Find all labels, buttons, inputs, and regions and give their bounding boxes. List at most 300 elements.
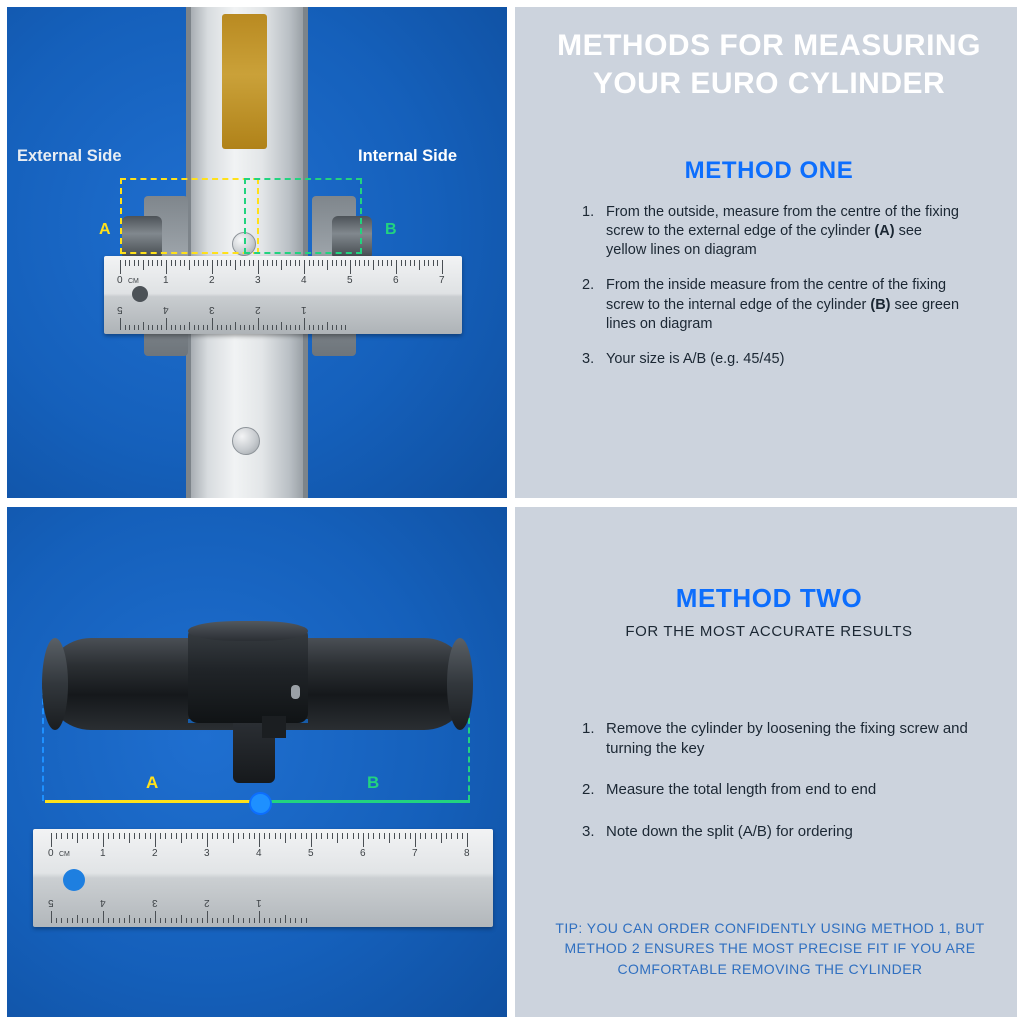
ruler-number: 2 bbox=[209, 275, 215, 286]
ruler-tick bbox=[446, 833, 447, 839]
thumbturn-knob-top bbox=[188, 621, 308, 641]
ruler-tick bbox=[181, 833, 182, 843]
ruler-tick bbox=[157, 260, 158, 266]
ruler-tick bbox=[373, 260, 374, 270]
ruler-number-reverse: 4 bbox=[163, 304, 169, 315]
ruler-tick bbox=[198, 325, 199, 330]
ruler-tick bbox=[235, 260, 236, 270]
ruler-number: 8 bbox=[464, 848, 470, 859]
ruler-number: 4 bbox=[301, 275, 307, 286]
ruler-tick bbox=[264, 833, 265, 839]
ruler-tick bbox=[254, 918, 255, 923]
ruler-tick bbox=[384, 833, 385, 839]
ruler-tick bbox=[462, 833, 463, 839]
ruler-tick bbox=[368, 833, 369, 839]
ruler-tick bbox=[67, 833, 68, 839]
step-number: 3. bbox=[582, 822, 595, 840]
ruler-tick bbox=[171, 833, 172, 839]
page-title: METHODS FOR MEASURING YOUR EURO CYLINDER bbox=[557, 29, 981, 101]
ruler-tick bbox=[306, 918, 307, 923]
ruler-tick bbox=[228, 833, 229, 839]
ruler-tick bbox=[240, 260, 241, 266]
ruler-tick bbox=[155, 833, 156, 847]
ruler-tick bbox=[191, 918, 192, 923]
method-two-heading: METHOD TWO bbox=[675, 583, 863, 613]
ruler-tick bbox=[184, 260, 185, 266]
ruler-tick bbox=[61, 918, 62, 923]
border-left bbox=[0, 0, 7, 1024]
ruler-tick bbox=[113, 918, 114, 923]
ruler-tick bbox=[171, 260, 172, 266]
ruler-tick bbox=[207, 260, 208, 266]
ruler-tick bbox=[405, 260, 406, 266]
lower-fixing-screw bbox=[232, 427, 260, 455]
ruler-tick bbox=[82, 918, 83, 923]
knob-indicator-dot bbox=[291, 685, 300, 699]
ruler-tick bbox=[332, 325, 333, 330]
ruler-tick bbox=[253, 325, 254, 330]
ruler-number-reverse: 1 bbox=[301, 304, 307, 315]
ruler-number: 5 bbox=[308, 848, 314, 859]
ruler-tick bbox=[318, 260, 319, 266]
ruler-tick bbox=[353, 833, 354, 839]
ruler-tick bbox=[272, 260, 273, 266]
ruler-tick bbox=[212, 318, 213, 330]
ruler-tick bbox=[309, 260, 310, 266]
ruler-tick bbox=[264, 918, 265, 923]
ruler-tick bbox=[240, 325, 241, 330]
ruler-tick bbox=[290, 833, 291, 839]
ruler-tick bbox=[259, 911, 260, 923]
ruler-tick bbox=[145, 833, 146, 839]
list-item bbox=[582, 719, 974, 758]
ruler-tick bbox=[138, 260, 139, 266]
ruler-tick bbox=[212, 833, 213, 839]
ruler-tick bbox=[186, 833, 187, 839]
ruler-tick bbox=[299, 260, 300, 266]
ruler-tick bbox=[311, 833, 312, 847]
ruler-number: 0 bbox=[48, 848, 54, 859]
ruler-tick bbox=[336, 260, 337, 266]
ruler-tick bbox=[394, 833, 395, 839]
ruler-tick bbox=[233, 833, 234, 843]
ruler-tick bbox=[103, 833, 104, 847]
ruler-tick bbox=[275, 918, 276, 923]
border-right bbox=[1017, 0, 1024, 1024]
ruler-tick bbox=[358, 833, 359, 839]
ruler-tick bbox=[189, 322, 190, 330]
ruler-tick bbox=[166, 318, 167, 330]
list-item bbox=[582, 350, 962, 369]
ruler-tick bbox=[295, 325, 296, 330]
ruler-tick bbox=[189, 260, 190, 270]
ruler-tick bbox=[243, 833, 244, 839]
ruler-tick bbox=[207, 911, 208, 923]
ruler-tick bbox=[309, 325, 310, 330]
ruler-tick bbox=[420, 833, 421, 839]
ruler-tick bbox=[175, 260, 176, 266]
list-item bbox=[582, 780, 974, 800]
ruler-tick bbox=[186, 918, 187, 923]
ruler-tick bbox=[145, 918, 146, 923]
ruler-number-reverse: 4 bbox=[100, 897, 106, 908]
ruler-number: 7 bbox=[439, 275, 445, 286]
ruler-tick bbox=[368, 260, 369, 266]
ruler-tick bbox=[233, 915, 234, 923]
ruler-number: 1 bbox=[100, 848, 106, 859]
ruler-tick bbox=[113, 833, 114, 839]
centre-point-marker bbox=[249, 792, 272, 815]
ruler-tick bbox=[345, 325, 346, 330]
ruler-tick bbox=[301, 918, 302, 923]
ruler-tick bbox=[129, 833, 130, 843]
ruler-tick bbox=[299, 325, 300, 330]
step-number: 2. bbox=[582, 781, 595, 798]
method-one-heading: METHOD ONE bbox=[684, 157, 854, 184]
ruler-tick bbox=[165, 918, 166, 923]
method-two-steps bbox=[582, 719, 974, 863]
ruler-tick bbox=[379, 833, 380, 839]
ruler-tick bbox=[322, 325, 323, 330]
ruler-tick bbox=[399, 833, 400, 839]
ruler-tick bbox=[306, 833, 307, 839]
ruler-tick bbox=[217, 833, 218, 839]
ruler-tick bbox=[410, 833, 411, 839]
ruler-tick bbox=[223, 833, 224, 839]
ruler-tick bbox=[290, 260, 291, 266]
ruler-tick bbox=[120, 260, 121, 274]
ruler-number-reverse: 2 bbox=[204, 897, 210, 908]
ruler-tick bbox=[139, 918, 140, 923]
ruler-number: 0 bbox=[117, 275, 123, 286]
ruler-tick bbox=[313, 325, 314, 330]
ruler-tick bbox=[161, 260, 162, 266]
ruler-tick bbox=[56, 833, 57, 839]
ruler-tick bbox=[226, 325, 227, 330]
ruler-tick bbox=[119, 918, 120, 923]
ruler-tick bbox=[363, 833, 364, 847]
ruler-number-reverse: 1 bbox=[256, 897, 262, 908]
ruler-tick bbox=[341, 260, 342, 266]
ruler-tick bbox=[207, 325, 208, 330]
ruler-tick bbox=[98, 918, 99, 923]
ruler-tick bbox=[51, 833, 52, 847]
ruler-tick bbox=[184, 325, 185, 330]
ruler-tick bbox=[424, 260, 425, 266]
ruler-tick bbox=[276, 325, 277, 330]
ruler-tick bbox=[143, 322, 144, 330]
ruler-tick bbox=[134, 918, 135, 923]
ruler-tick bbox=[295, 918, 296, 923]
ruler-tick bbox=[87, 918, 88, 923]
ruler-tick bbox=[56, 918, 57, 923]
ruler-tick bbox=[396, 260, 397, 274]
ruler-tick bbox=[327, 260, 328, 270]
ruler-tick bbox=[194, 260, 195, 266]
ruler-tick bbox=[419, 260, 420, 270]
ruler-tick bbox=[175, 325, 176, 330]
ruler-tick bbox=[166, 260, 167, 274]
divider-horizontal bbox=[0, 498, 1024, 507]
step-text: Remove the cylinder by loosening the fixing screw and turning the key bbox=[606, 720, 968, 757]
ruler-tick bbox=[148, 325, 149, 330]
ruler-tick bbox=[155, 911, 156, 923]
ruler-tick bbox=[378, 260, 379, 266]
ruler-tick bbox=[217, 325, 218, 330]
ruler-tick bbox=[304, 260, 305, 274]
ruler-tick bbox=[238, 833, 239, 839]
ruler-tick bbox=[235, 322, 236, 330]
ruler-tick bbox=[436, 833, 437, 839]
ruler-tick bbox=[198, 260, 199, 266]
ruler-tick bbox=[129, 260, 130, 266]
ruler-tick bbox=[150, 918, 151, 923]
ruler-tick bbox=[152, 325, 153, 330]
ruler-tick bbox=[350, 260, 351, 274]
ruler-tick bbox=[322, 260, 323, 266]
ruler-tick bbox=[244, 325, 245, 330]
ruler-bottom bbox=[33, 829, 493, 927]
ruler-tick bbox=[243, 918, 244, 923]
ruler-tick bbox=[165, 833, 166, 839]
ruler-tick bbox=[263, 260, 264, 266]
ruler-tick bbox=[157, 325, 158, 330]
ruler-tick bbox=[431, 833, 432, 839]
ruler-tick bbox=[160, 918, 161, 923]
ruler-tick bbox=[221, 325, 222, 330]
ruler-tick bbox=[138, 325, 139, 330]
border-top bbox=[0, 0, 1024, 7]
ruler-tick bbox=[249, 918, 250, 923]
ruler-tick bbox=[387, 260, 388, 266]
ruler-tick bbox=[87, 833, 88, 839]
ruler-tick bbox=[129, 915, 130, 923]
ruler-tick bbox=[108, 918, 109, 923]
ruler-tick bbox=[415, 833, 416, 847]
ruler-tick bbox=[82, 833, 83, 839]
cylinder-illustration bbox=[0, 503, 513, 1024]
ruler-tick bbox=[134, 325, 135, 330]
ruler-tick bbox=[148, 260, 149, 266]
ruler-tick bbox=[347, 833, 348, 839]
ruler-number-reverse: 2 bbox=[255, 304, 261, 315]
step-emphasis: (A) bbox=[874, 223, 895, 240]
ruler-tick bbox=[391, 260, 392, 266]
ruler-tick bbox=[221, 260, 222, 266]
step-number: 1. bbox=[582, 204, 595, 220]
ruler-tick bbox=[72, 918, 73, 923]
ruler-number-reverse: 5 bbox=[48, 897, 54, 908]
ruler-tick bbox=[355, 260, 356, 266]
ruler-tick bbox=[139, 833, 140, 839]
ruler-hole bbox=[132, 286, 148, 302]
ruler-tick bbox=[72, 833, 73, 839]
ruler-tick bbox=[441, 833, 442, 843]
ruler-hole bbox=[63, 869, 85, 891]
ruler-tick bbox=[194, 325, 195, 330]
ruler-tick bbox=[272, 325, 273, 330]
divider-vertical bbox=[507, 0, 515, 1024]
ruler-tick bbox=[382, 260, 383, 266]
ruler-tick bbox=[61, 833, 62, 839]
ruler-tick bbox=[103, 911, 104, 923]
ruler-tick bbox=[332, 833, 333, 839]
ruler-tick bbox=[267, 260, 268, 266]
ruler-number-reverse: 3 bbox=[209, 304, 215, 315]
ruler-tick bbox=[336, 325, 337, 330]
ruler-tick bbox=[197, 918, 198, 923]
step-text: From the outside, measure from the centre of the fixing screw to the external edge of the cylinder (A) see yellow lines on diagram bbox=[606, 204, 959, 259]
ruler-number-reverse: 5 bbox=[117, 304, 123, 315]
ruler-number: 4 bbox=[256, 848, 262, 859]
ruler-tick bbox=[359, 260, 360, 266]
ruler-tick bbox=[428, 260, 429, 266]
border-bottom bbox=[0, 1017, 1024, 1024]
ruler-tick bbox=[457, 833, 458, 839]
ruler-tick bbox=[327, 322, 328, 330]
ruler-tick bbox=[197, 833, 198, 839]
ruler-tick bbox=[238, 918, 239, 923]
ruler-tick bbox=[176, 833, 177, 839]
ruler-number: 2 bbox=[152, 848, 158, 859]
ruler-tick bbox=[124, 833, 125, 839]
ruler-tick bbox=[134, 260, 135, 266]
ruler-tick bbox=[108, 833, 109, 839]
ruler-tick bbox=[226, 260, 227, 266]
ruler-tick bbox=[405, 833, 406, 839]
step-text: Note down the split (A/B) for ordering bbox=[606, 822, 853, 840]
ruler-top bbox=[104, 256, 462, 334]
ruler-tick bbox=[203, 325, 204, 330]
measure-box-a bbox=[120, 178, 259, 254]
ruler-tick bbox=[77, 915, 78, 923]
ruler-tick bbox=[327, 833, 328, 839]
ruler-number: 1 bbox=[163, 275, 169, 286]
measure-label-a-bottom: A bbox=[146, 773, 159, 792]
ruler-number: 6 bbox=[393, 275, 399, 286]
ruler-tick bbox=[467, 833, 468, 847]
ruler-tick bbox=[249, 260, 250, 266]
ruler-tick bbox=[125, 260, 126, 266]
ruler-tick bbox=[171, 325, 172, 330]
ruler-tick bbox=[280, 833, 281, 839]
ruler-tick bbox=[125, 325, 126, 330]
ruler-tick bbox=[191, 833, 192, 839]
cylinder-end-external bbox=[42, 638, 68, 730]
ruler-tick bbox=[258, 318, 259, 330]
step-number: 2. bbox=[582, 277, 595, 294]
ruler-tick bbox=[437, 260, 438, 266]
ruler-tick bbox=[410, 260, 411, 266]
ruler-tick bbox=[176, 918, 177, 923]
ruler-tick bbox=[134, 833, 135, 839]
ruler-tick bbox=[433, 260, 434, 266]
ruler-tick bbox=[258, 260, 259, 274]
ruler-tick bbox=[451, 833, 452, 839]
ruler-tick bbox=[129, 325, 130, 330]
ruler-tick bbox=[286, 325, 287, 330]
ruler-tick bbox=[425, 833, 426, 839]
ruler-tick bbox=[321, 833, 322, 839]
ruler-tick bbox=[263, 325, 264, 330]
ruler-tick bbox=[342, 833, 343, 839]
measure-label-b-bottom: B bbox=[367, 773, 380, 792]
ruler-tick bbox=[290, 918, 291, 923]
ruler-tick bbox=[275, 833, 276, 839]
cylinder-end-internal bbox=[447, 638, 473, 730]
ruler-tick bbox=[160, 833, 161, 839]
ruler-tick bbox=[119, 833, 120, 839]
ruler-number: 3 bbox=[255, 275, 261, 286]
ruler-tick bbox=[304, 318, 305, 330]
ruler-tick bbox=[295, 833, 296, 839]
measure-line-a bbox=[45, 800, 258, 803]
ruler-tick bbox=[124, 918, 125, 923]
ruler-tick bbox=[253, 260, 254, 266]
ruler-tick bbox=[259, 833, 260, 847]
ruler-tick bbox=[332, 260, 333, 266]
ruler-tick bbox=[202, 918, 203, 923]
ruler-tick bbox=[373, 833, 374, 839]
ruler-tick bbox=[249, 833, 250, 839]
ruler-tick bbox=[180, 260, 181, 266]
label-external-side: External Side bbox=[17, 147, 122, 165]
ruler-tick bbox=[341, 325, 342, 330]
ruler-tick bbox=[301, 833, 302, 839]
ruler-tick bbox=[120, 318, 121, 330]
ruler-tick bbox=[316, 833, 317, 839]
ruler-tick bbox=[280, 918, 281, 923]
measure-label-a: A bbox=[99, 221, 111, 238]
ruler-unit-label: CM bbox=[59, 851, 70, 858]
ruler-tick bbox=[389, 833, 390, 843]
step-number: 3. bbox=[582, 350, 595, 367]
ruler-tick bbox=[217, 260, 218, 266]
step-text: Measure the total length from end to end bbox=[606, 781, 877, 798]
step-number: 1. bbox=[582, 720, 595, 737]
ruler-tick bbox=[254, 833, 255, 839]
ruler-tick bbox=[181, 915, 182, 923]
ruler-tick bbox=[286, 260, 287, 266]
ruler-tick bbox=[171, 918, 172, 923]
ruler-tick bbox=[269, 833, 270, 839]
ruler-tick bbox=[77, 833, 78, 843]
list-item bbox=[582, 822, 974, 842]
measure-line-b bbox=[258, 800, 470, 803]
list-item bbox=[582, 276, 962, 333]
ruler-tick bbox=[93, 918, 94, 923]
ruler-tick bbox=[290, 325, 291, 330]
ruler-tick bbox=[318, 325, 319, 330]
method-two-subheading: FOR THE MOST ACCURATE RESULTS bbox=[625, 623, 913, 640]
door-cylinder-illustration bbox=[0, 0, 513, 503]
ruler-tick bbox=[203, 260, 204, 266]
ruler-tick bbox=[285, 915, 286, 923]
ruler-tick bbox=[267, 325, 268, 330]
ruler-number: 5 bbox=[347, 275, 353, 286]
ruler-number: 6 bbox=[360, 848, 366, 859]
ruler-number: 7 bbox=[412, 848, 418, 859]
ruler-tick bbox=[212, 918, 213, 923]
ruler-tick bbox=[150, 833, 151, 839]
ruler-tick bbox=[93, 833, 94, 839]
measure-label-b: B bbox=[385, 221, 397, 238]
ruler-tick bbox=[202, 833, 203, 839]
ruler-tick bbox=[345, 260, 346, 266]
ruler-tick bbox=[207, 833, 208, 847]
ruler-tick bbox=[230, 260, 231, 266]
ruler-tick bbox=[269, 918, 270, 923]
